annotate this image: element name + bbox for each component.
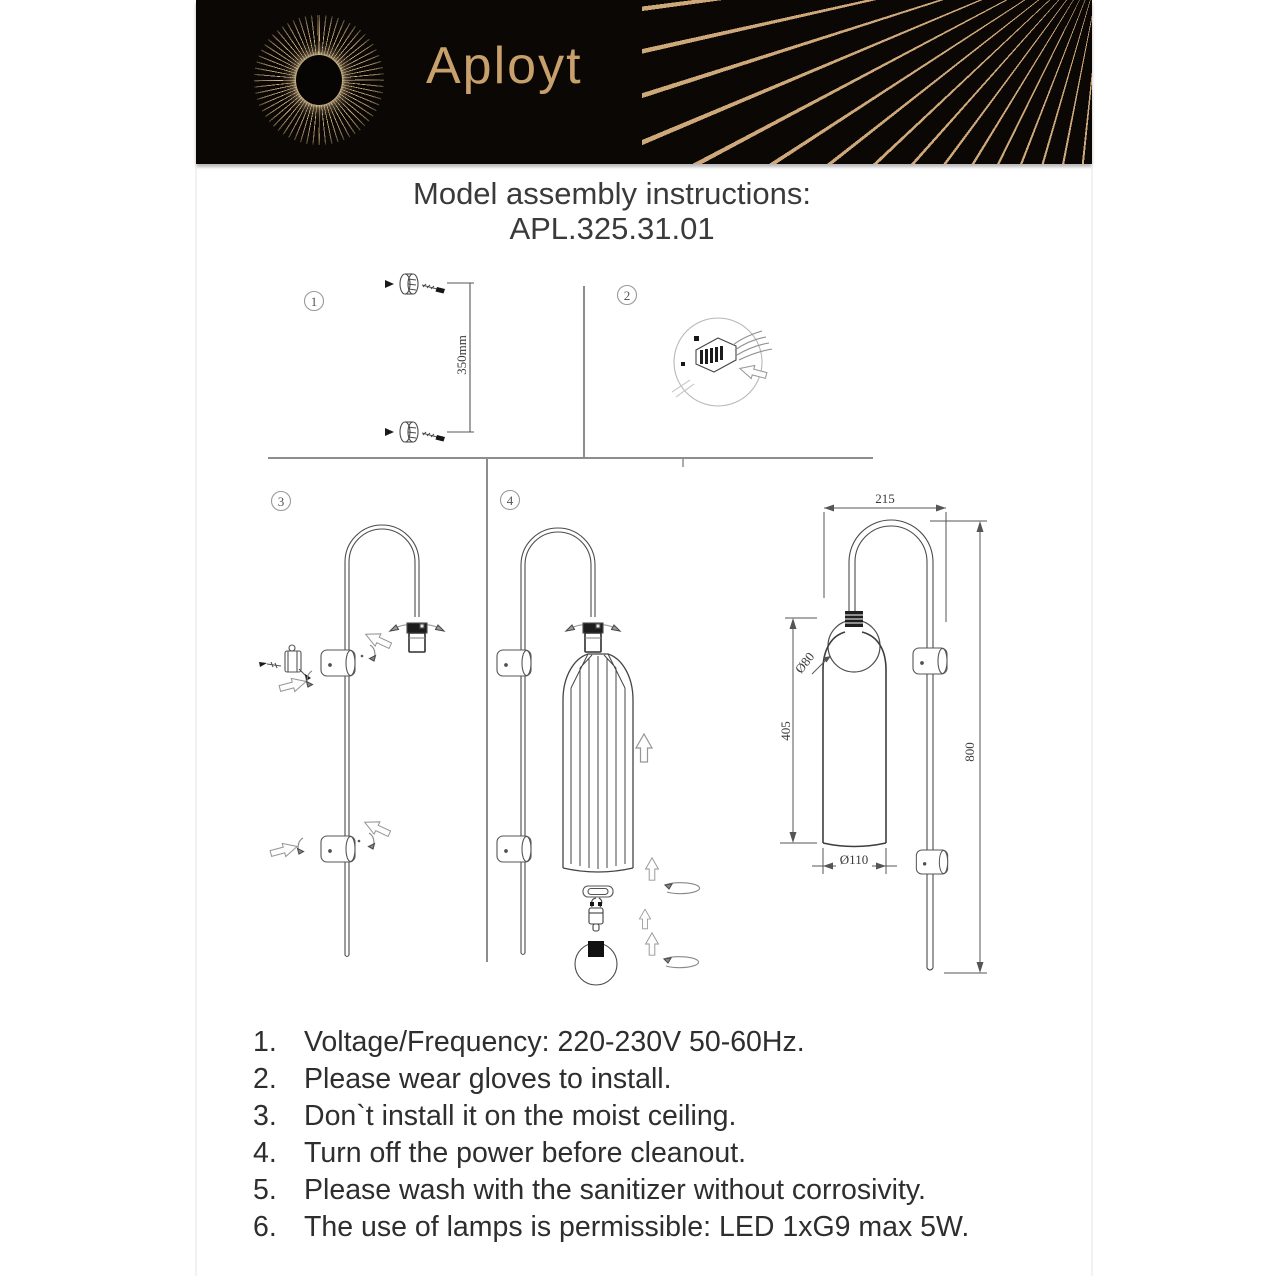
- globe-outline: [828, 620, 880, 672]
- instruction-number: 5.: [253, 1174, 277, 1206]
- dim-mount-spacing: 350mm: [454, 335, 469, 375]
- step-4-number: 4: [506, 493, 514, 508]
- instruction-list: [253, 1024, 1083, 1246]
- instruction-item: [253, 1098, 1083, 1135]
- rod-step3: [345, 525, 419, 957]
- page-title: Model assembly instructions:: [413, 176, 811, 211]
- svg-text:405: 405: [778, 721, 793, 741]
- instruction-text: Don`t install it on the moist ceiling.: [304, 1100, 737, 1132]
- svg-text:Ø110: Ø110: [839, 852, 869, 867]
- step-2-diagram: [618, 286, 773, 407]
- step-1-diagram: [305, 274, 475, 442]
- step-3-number: 3: [277, 494, 285, 509]
- dim-shade-diameter: [812, 848, 897, 874]
- instruction-text: Please wear gloves to install.: [304, 1063, 672, 1095]
- svg-text:215: 215: [875, 491, 895, 506]
- svg-text:Ø80: Ø80: [791, 649, 818, 677]
- instruction-item: [253, 1172, 1083, 1209]
- instruction-number: 3.: [253, 1100, 277, 1132]
- rod-outline: [849, 520, 933, 970]
- svg-text:800: 800: [962, 742, 977, 762]
- dimension-drawing: [778, 491, 987, 973]
- instruction-item: [253, 1024, 1083, 1061]
- step-4-diagram: [497, 491, 700, 986]
- dim-arm-width: [824, 491, 946, 622]
- shade-outline: [823, 632, 886, 847]
- instruction-text: Turn off the power before cleanout.: [304, 1137, 747, 1169]
- instruction-text: The use of lamps is permissible: LED 1xG9 max 5W.: [304, 1211, 970, 1243]
- instruction-text: Voltage/Frequency: 220-230V 50-60Hz.: [304, 1026, 805, 1058]
- instruction-text: Please wash with the sanitizer without corrosivity.: [304, 1174, 926, 1206]
- globe-diffuser: [575, 941, 617, 985]
- instruction-item: [253, 1209, 1083, 1246]
- wall-clamp-part: [259, 645, 311, 681]
- instruction-item: [253, 1135, 1083, 1172]
- retaining-ring: [583, 886, 613, 897]
- instruction-number: 1.: [253, 1026, 277, 1058]
- model-number: APL.325.31.01: [509, 211, 715, 246]
- instruction-number: 4.: [253, 1137, 277, 1169]
- fluted-shade: [563, 654, 633, 872]
- step-2-number: 2: [623, 288, 631, 303]
- step-1-number: 1: [310, 294, 318, 309]
- dim-shade-height: [778, 618, 817, 843]
- brand-name: Aployt: [426, 37, 583, 95]
- instruction-number: 6.: [253, 1211, 277, 1243]
- dim-total-height: [930, 521, 987, 973]
- socket-outline: [845, 611, 863, 627]
- g9-bulb: [589, 898, 603, 931]
- instruction-number: 2.: [253, 1063, 277, 1095]
- step-3-diagram: [259, 492, 444, 957]
- instruction-item: [253, 1061, 1083, 1098]
